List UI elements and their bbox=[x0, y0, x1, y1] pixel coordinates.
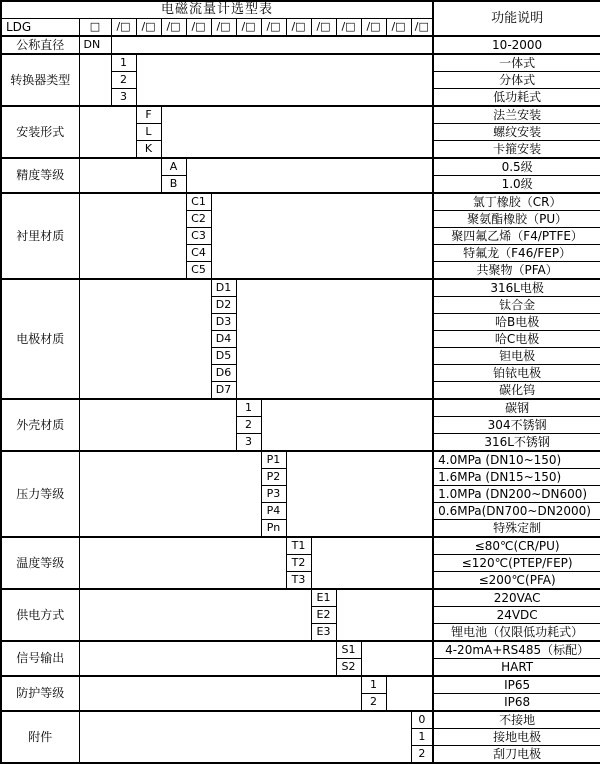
code-cell: C3 bbox=[186, 228, 211, 245]
empty-cell bbox=[386, 676, 433, 711]
code-cell: P2 bbox=[261, 469, 286, 486]
function-cell: 316L电极 bbox=[433, 279, 600, 297]
section-label: 外壳材质 bbox=[1, 399, 79, 451]
code-cell: C2 bbox=[186, 211, 211, 228]
function-column-header: 功能说明 bbox=[433, 1, 600, 36]
section-label: 附件 bbox=[1, 711, 79, 763]
empty-cell bbox=[336, 589, 433, 641]
empty-cell bbox=[79, 279, 211, 399]
section-label: 压力等级 bbox=[1, 451, 79, 537]
table-row bbox=[1, 279, 600, 297]
model-slot-box: /□ bbox=[311, 19, 336, 37]
model-first-box: □ bbox=[79, 19, 111, 37]
empty-cell bbox=[136, 54, 433, 106]
code-cell: D5 bbox=[211, 348, 236, 365]
table-row bbox=[1, 158, 600, 176]
section-label: 信号输出 bbox=[1, 641, 79, 676]
model-slot-box: /□ bbox=[386, 19, 411, 37]
code-cell: 1 bbox=[361, 676, 386, 694]
empty-cell bbox=[79, 193, 186, 279]
code-cell: 2 bbox=[411, 746, 433, 764]
function-cell: ≤200℃(PFA) bbox=[433, 572, 600, 590]
table-row bbox=[1, 54, 600, 72]
code-cell: 1 bbox=[111, 54, 136, 72]
title-row bbox=[1, 1, 600, 19]
code-cell: 3 bbox=[236, 434, 261, 452]
function-cell: 304不锈钢 bbox=[433, 417, 600, 434]
model-slot-box: /□ bbox=[211, 19, 236, 37]
function-cell: 聚四氟乙烯（F4/PTFE） bbox=[433, 228, 600, 245]
function-cell: 刮刀电极 bbox=[433, 746, 600, 764]
model-slot-box: /□ bbox=[111, 19, 136, 37]
empty-cell bbox=[236, 279, 433, 399]
code-cell: D4 bbox=[211, 331, 236, 348]
code-cell: E3 bbox=[311, 624, 336, 642]
model-slot-box: /□ bbox=[236, 19, 261, 37]
function-cell: 碳化钨 bbox=[433, 382, 600, 400]
table-row bbox=[1, 537, 600, 555]
function-cell: 4-20mA+RS485（标配） bbox=[433, 641, 600, 659]
function-cell: 碳钢 bbox=[433, 399, 600, 417]
function-cell: 钛合金 bbox=[433, 297, 600, 314]
function-cell: IP65 bbox=[433, 676, 600, 694]
code-cell: 0 bbox=[411, 711, 433, 729]
code-cell: 3 bbox=[111, 89, 136, 107]
section-label: 转换器类型 bbox=[1, 54, 79, 106]
function-cell: 氯丁橡胶（CR） bbox=[433, 193, 600, 211]
empty-cell bbox=[311, 537, 433, 589]
empty-cell bbox=[361, 641, 433, 676]
model-slot-box: /□ bbox=[336, 19, 361, 37]
model-slot-box: /□ bbox=[136, 19, 161, 37]
function-cell: HART bbox=[433, 659, 600, 677]
empty-cell bbox=[79, 589, 311, 641]
function-cell: 钽电极 bbox=[433, 348, 600, 365]
function-cell: 低功耗式 bbox=[433, 89, 600, 107]
function-cell: 法兰安装 bbox=[433, 106, 600, 124]
function-cell: 接地电极 bbox=[433, 729, 600, 746]
code-cell: B bbox=[161, 176, 186, 194]
function-cell: 24VDC bbox=[433, 607, 600, 624]
code-cell: D3 bbox=[211, 314, 236, 331]
code-cell: E2 bbox=[311, 607, 336, 624]
code-cell: 2 bbox=[111, 72, 136, 89]
function-cell: 哈C电极 bbox=[433, 331, 600, 348]
empty-cell bbox=[161, 106, 433, 158]
diameter-label: 公称直径 bbox=[1, 36, 79, 54]
model-slot-box: /□ bbox=[361, 19, 386, 37]
function-cell: ≤80℃(CR/PU) bbox=[433, 537, 600, 555]
model-slot-box: /□ bbox=[186, 19, 211, 37]
function-cell: 共聚物（PFA） bbox=[433, 262, 600, 280]
code-cell: C4 bbox=[186, 245, 211, 262]
section-label: 电极材质 bbox=[1, 279, 79, 399]
empty-cell bbox=[111, 36, 433, 54]
empty-cell bbox=[79, 158, 161, 193]
code-cell: D6 bbox=[211, 365, 236, 382]
function-cell: 0.5级 bbox=[433, 158, 600, 176]
empty-cell bbox=[79, 399, 236, 451]
section-label: 温度等级 bbox=[1, 537, 79, 589]
code-cell: T3 bbox=[286, 572, 311, 590]
model-slot-box: /□ bbox=[286, 19, 311, 37]
section-label: 供电方式 bbox=[1, 589, 79, 641]
section-label: 精度等级 bbox=[1, 158, 79, 193]
diameter-row bbox=[1, 36, 600, 54]
section-label: 防护等级 bbox=[1, 676, 79, 711]
function-cell: 1.0级 bbox=[433, 176, 600, 194]
table-row bbox=[1, 399, 600, 417]
empty-cell bbox=[79, 537, 286, 589]
function-cell: ≤120℃(PTEP/FEP) bbox=[433, 555, 600, 572]
empty-cell bbox=[79, 106, 136, 158]
code-cell: E1 bbox=[311, 589, 336, 607]
code-cell: A bbox=[161, 158, 186, 176]
code-cell: D1 bbox=[211, 279, 236, 297]
empty-cell bbox=[286, 451, 433, 537]
empty-cell bbox=[211, 193, 433, 279]
code-cell: S2 bbox=[336, 659, 361, 677]
code-cell: 2 bbox=[361, 694, 386, 712]
code-cell: 1 bbox=[236, 399, 261, 417]
empty-cell bbox=[79, 711, 411, 763]
function-cell: 哈B电极 bbox=[433, 314, 600, 331]
function-cell: 1.0MPa (DN200~DN600) bbox=[433, 486, 600, 503]
diameter-function: 10-2000 bbox=[433, 36, 600, 54]
code-cell: C1 bbox=[186, 193, 211, 211]
function-cell: 1.6MPa (DN15~150) bbox=[433, 469, 600, 486]
function-cell: 聚氨酯橡胶（PU） bbox=[433, 211, 600, 228]
function-cell: 不接地 bbox=[433, 711, 600, 729]
function-cell: 220VAC bbox=[433, 589, 600, 607]
function-cell: 特氟龙（F46/FEP） bbox=[433, 245, 600, 262]
code-cell: S1 bbox=[336, 641, 361, 659]
function-cell: 铂铱电极 bbox=[433, 365, 600, 382]
function-cell: 螺纹安装 bbox=[433, 124, 600, 141]
model-prefix: LDG bbox=[1, 19, 79, 37]
code-cell: D7 bbox=[211, 382, 236, 400]
function-cell: 特殊定制 bbox=[433, 520, 600, 538]
function-cell: 卡箍安装 bbox=[433, 141, 600, 159]
diameter-code: DN bbox=[79, 36, 111, 54]
code-cell: T2 bbox=[286, 555, 311, 572]
code-cell: L bbox=[136, 124, 161, 141]
table-row bbox=[1, 106, 600, 124]
table-row bbox=[1, 641, 600, 659]
code-cell: F bbox=[136, 106, 161, 124]
function-cell: 316L不锈钢 bbox=[433, 434, 600, 452]
empty-cell bbox=[79, 54, 111, 106]
code-cell: D2 bbox=[211, 297, 236, 314]
function-cell: 一体式 bbox=[433, 54, 600, 72]
table-row bbox=[1, 589, 600, 607]
function-cell: 分体式 bbox=[433, 72, 600, 89]
section-label: 衬里材质 bbox=[1, 193, 79, 279]
model-slot-box: /□ bbox=[261, 19, 286, 37]
model-slot-box: /□ bbox=[161, 19, 186, 37]
code-cell: K bbox=[136, 141, 161, 159]
function-cell: 0.6MPa(DN700~DN2000) bbox=[433, 503, 600, 520]
table-row bbox=[1, 451, 600, 469]
empty-cell bbox=[79, 641, 336, 676]
section-label: 安装形式 bbox=[1, 106, 79, 158]
code-cell: P4 bbox=[261, 503, 286, 520]
function-cell: IP68 bbox=[433, 694, 600, 712]
table-row bbox=[1, 676, 600, 694]
code-cell: Pn bbox=[261, 520, 286, 538]
code-cell: T1 bbox=[286, 537, 311, 555]
function-cell: 4.0MPa (DN10~150) bbox=[433, 451, 600, 469]
code-cell: C5 bbox=[186, 262, 211, 280]
empty-cell bbox=[79, 676, 361, 711]
code-cell: 2 bbox=[236, 417, 261, 434]
empty-cell bbox=[261, 399, 433, 451]
model-slot-box: /□ bbox=[411, 19, 433, 37]
function-cell: 锂电池（仅限低功耗式） bbox=[433, 624, 600, 642]
empty-cell bbox=[79, 451, 261, 537]
code-cell: P1 bbox=[261, 451, 286, 469]
table-row bbox=[1, 711, 600, 729]
empty-cell bbox=[186, 158, 433, 193]
table-row bbox=[1, 193, 600, 211]
code-cell: P3 bbox=[261, 486, 286, 503]
code-cell: 1 bbox=[411, 729, 433, 746]
page-title: 电磁流量计选型表 bbox=[1, 1, 433, 19]
